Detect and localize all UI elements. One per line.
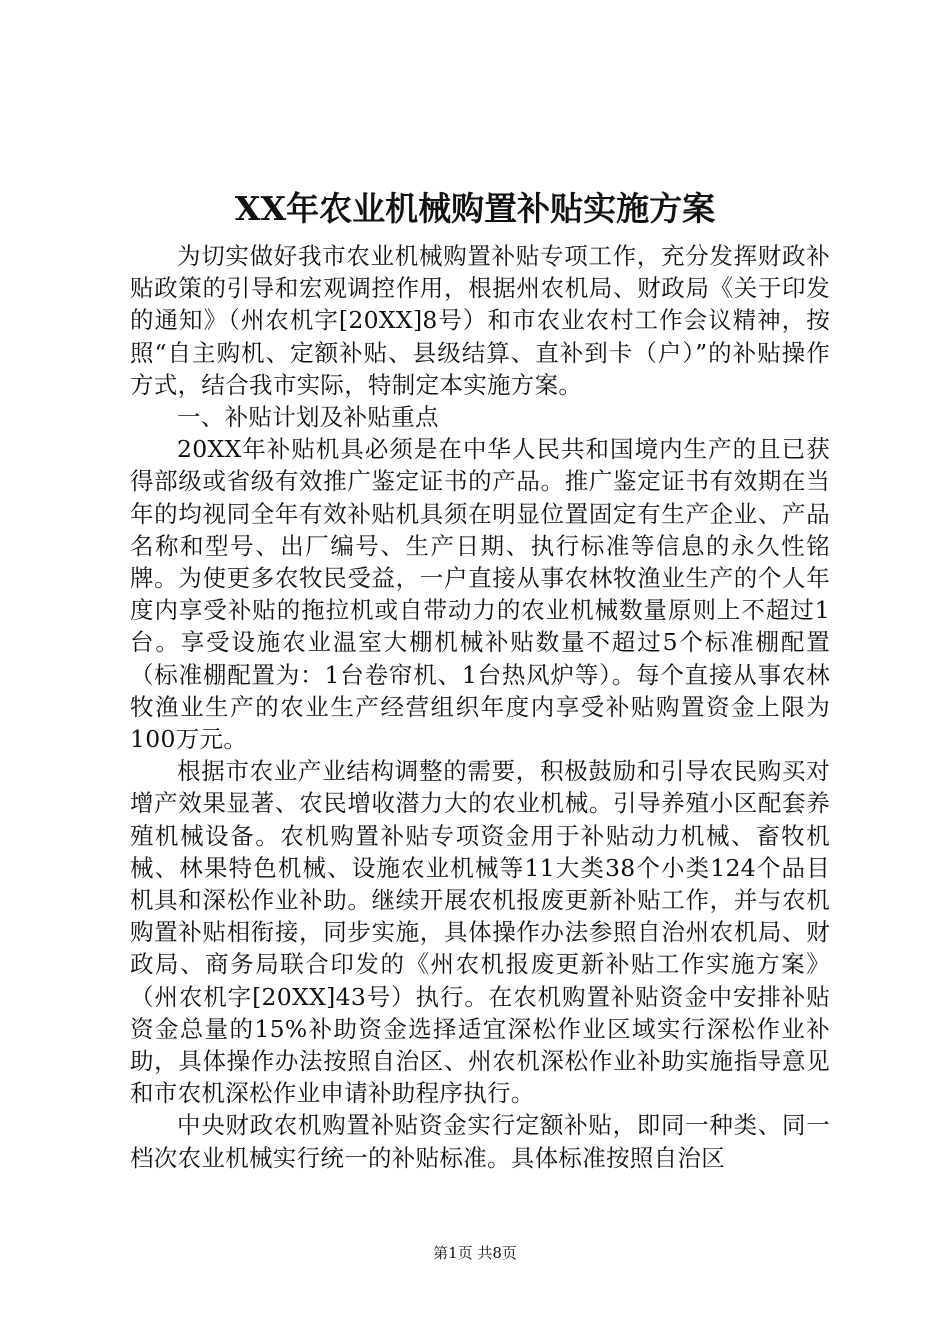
intro-paragraph: 为切实做好我市农业机械购置补贴专项工作，充分发挥财政补贴政策的引导和宏观调控作用，根据州农机局、财政局《关于印发的通知》（州农机字[20XX]8号）和市农业农村工作会议精神，按照“自主购机、定额补贴、县级结算、直补到卡（户）”的补贴操作方式，结合我市实际，特制定本实施方案。 — [130, 242, 830, 399]
body-paragraph: 中央财政农机购置补贴资金实行定额补贴，即同一种类、同一档次农业机械实行统一的补贴标准。具体标准按照自治区 — [130, 1111, 830, 1172]
document-title: XX年农业机械购置补贴实施方案 — [234, 189, 716, 228]
page-number-footer: 第1页 共8页 — [433, 1244, 517, 1262]
body-paragraph: 根据市农业产业结构调整的需要，积极鼓励和引导农民购买对增产效果显著、农民增收潜力大的农业机械。引导养殖小区配套养殖机械设备。农机购置补贴专项资金用于补贴动力机械、畜牧机械、林果特色机械、设施农业机械等11大类38个小类124个品目机具和深松作业补助。继续开展农机报废更新补贴工作，并与农机购置补贴相衔接，同步实施，具体操作办法参照自治州农机局、财政局、商务局联合印发的《州农机报废更新补贴工作实施方案》（州农机字[20XX]43号）执行。在农机购置补贴资金中安排补贴资金总量的15%补助资金选择适宜深松作业区域实行深松作业补助，具体操作办法按照自治区、州农机深松作业补助实施指导意见和市农机深松作业申请补助程序执行。 — [130, 757, 830, 1108]
document-body — [130, 240, 830, 1174]
body-paragraph: 20XX年补贴机具必须是在中华人民共和国境内生产的且已获得部级或省级有效推广鉴定证书的产品。推广鉴定证书有效期在当年的均视同全年有效补贴机具须在明显位置固定有生产企业、产品名称和型号、出厂编号、生产日期、执行标准等信息的永久性铭牌。为使更多农牧民受益，一户直接从事农林牧渔业生产的个人年度内享受补贴的拖拉机或自带动力的农业机械数量原则上不超过1台。享受设施农业温室大棚机械补贴数量不超过5个标准棚配置（标准棚配置为：1台卷帘机、1台热风炉等）。每个直接从事农林牧渔业生产的农业生产经营组织年度内享受补贴购置资金上限为100万元。 — [130, 435, 830, 754]
section-heading: 一、补贴计划及补贴重点 — [177, 403, 439, 432]
